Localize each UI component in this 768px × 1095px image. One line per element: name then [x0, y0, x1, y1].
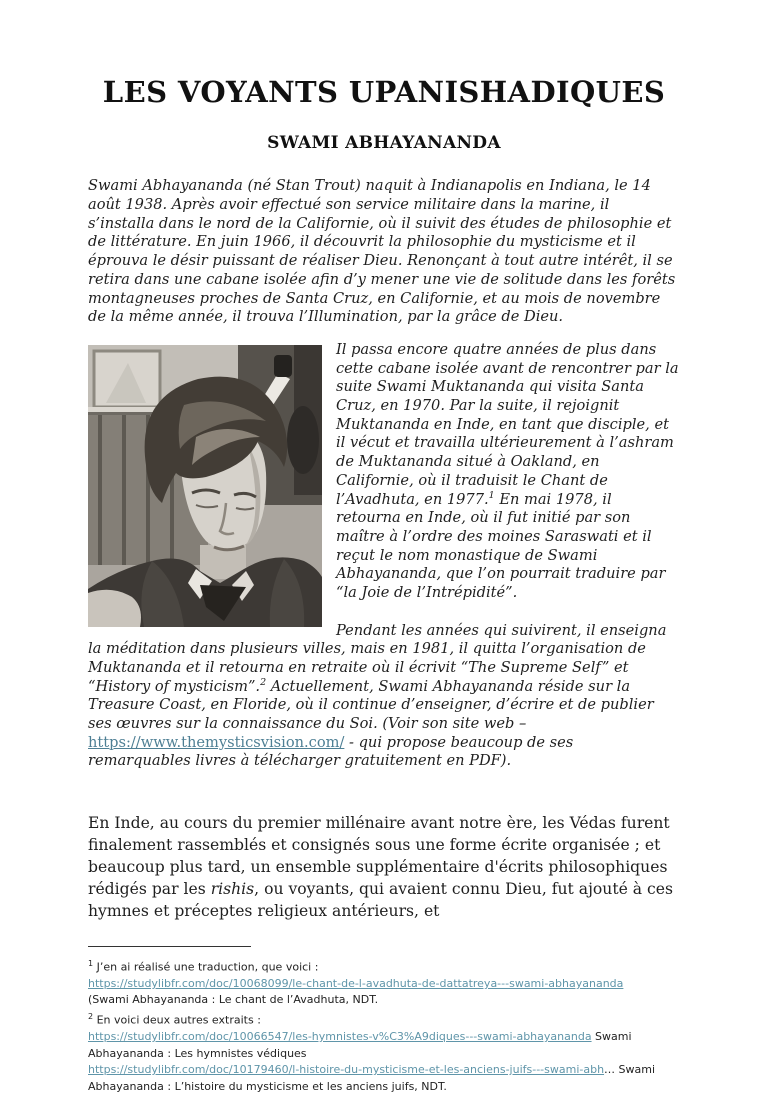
- portrait-photo-image: [88, 345, 322, 627]
- footnote-2-link-hymnistes[interactable]: https://studylibfr.com/doc/10066547/les-hymnistes-v%C3%A9diques---swami-abhayananda: [88, 1030, 592, 1044]
- footnote-2: [88, 1009, 680, 1095]
- mysticsvision-link[interactable]: https://www.themysticsvision.com/: [88, 733, 345, 751]
- footnote-2-text: En voici deux autres extraits :: [93, 1013, 261, 1027]
- footnote-separator: [88, 946, 251, 947]
- rishis-italic: rishis: [210, 879, 255, 898]
- page-subtitle: SWAMI ABHAYANANDA: [267, 133, 501, 154]
- portrait-photo: [88, 345, 322, 627]
- intro-paragraph: Swami Abhayananda (né Stan Trout) naquit à Indianapolis en Indiana, le 14 août 1938. Après avoir effectué son service militaire dans la marine, il s’installa dans le nord de la Californie, où il suivit des études de philosophie et de littérature. En juin 1966, il découvrit la philosophie du mysticisme et il éprouva le désir puissant de réaliser Dieu. Renonçant à tout autre intérêt, il se retira dans une cabane isolée afin d’y mener une vie de solitude dans les forêts montagneuses proches de Santa Cruz, en Californie, et au mois de novembre de la même année, il trouva l’Illumination, par la grâce de Dieu.: [88, 177, 676, 326]
- footnote-1-caption: (Swami Abhayananda : Le chant de l’Avadhuta, NDT.: [88, 993, 379, 1007]
- footnote-2-caption-hymnistes: Swami Abhayananda : Les hymnistes védiques: [88, 1030, 632, 1060]
- photo-text-section: [88, 341, 680, 790]
- paragraph-india-vedas-text: En Inde, au cours du premier millénaire avant notre ère, les Védas furent finalement rassemblés et consignés sous une forme écrite organisée ; et beaucoup plus tard, un ensemble supplémentaire d'écrits philosophiques rédigés par les: [88, 813, 670, 898]
- paragraph-teaching-years: [88, 622, 680, 772]
- paragraph-india-vedas: [88, 812, 680, 922]
- footnote-1-text: J’en ai réalisé une traduction, que voici :: [93, 960, 319, 974]
- footnotes-section: [88, 946, 680, 1095]
- paragraph-cabin-years-text: Il passa encore quatre années de plus dans cette cabane isolée avant de rencontrer par la suite Swami Muktananda qui visita Santa Cruz, en 1970. Par la suite, il rejoignit Muktananda en Inde, en tant que disciple, et il vécut et travailla ultérieurement à l’ashram de Muktananda situé à Oakland, en Californie, où il traduisit le Chant de l’Avadhuta, en 1977.: [336, 340, 679, 508]
- footnote-1-marker: 1: [88, 958, 94, 968]
- footnote-2-caption-mysticisme: … Swami Abhayananda : L’histoire du mysticisme et les anciens juifs, NDT.: [88, 1063, 656, 1093]
- footnote-2-link-mysticisme[interactable]: https://studylibfr.com/doc/10179460/l-histoire-du-mysticisme-et-les-anciens-juifs---swami-abh: [88, 1063, 605, 1077]
- footnote-1-link[interactable]: https://studylibfr.com/doc/10068099/le-chant-de-l-avadhuta-de-dattatreya---swami-abhayananda: [88, 976, 624, 990]
- footnote-2-marker: 2: [88, 1011, 94, 1021]
- paragraph-teaching-years-text-2: Actuellement, Swami Abhayananda réside sur la Treasure Coast, en Floride, où il continue d’enseigner, d’écrire et de publier ses œuvres sur la connaissance du Soi. (Voir son site web –: [88, 677, 654, 733]
- paragraph-india-vedas-text-2: , ou voyants, qui avaient connu Dieu, fut ajouté à ces hymnes et préceptes religieux antérieurs, et: [88, 879, 674, 920]
- footnote-ref-2: 2: [260, 676, 267, 688]
- paragraph-teaching-years-text: Pendant les années qui suivirent, il enseigna la méditation dans plusieurs villes, mais en 1981, il quitta l’organisation de Muktananda et il retourna en retraite où il écrivit “The Supreme Self” et “History of mysticism”.: [88, 621, 667, 695]
- footnote-1: [88, 956, 680, 1009]
- page-title: LES VOYANTS UPANISHADIQUES: [102, 75, 666, 109]
- footnote-ref-1: 1: [488, 489, 495, 501]
- paragraph-cabin-years-text-2: En mai 1978, il retourna en Inde, où il fut initié par son maître à l’ordre des moines Saraswati et il reçut le nom monastique de Swami Abhayananda, que l’on pourrait traduire par “la Joie de l’Intrépidité”.: [336, 490, 666, 602]
- paragraph-teaching-years-text-3: - qui propose beaucoup de ses remarquables livres à télécharger gratuitement en PDF).: [88, 733, 574, 770]
